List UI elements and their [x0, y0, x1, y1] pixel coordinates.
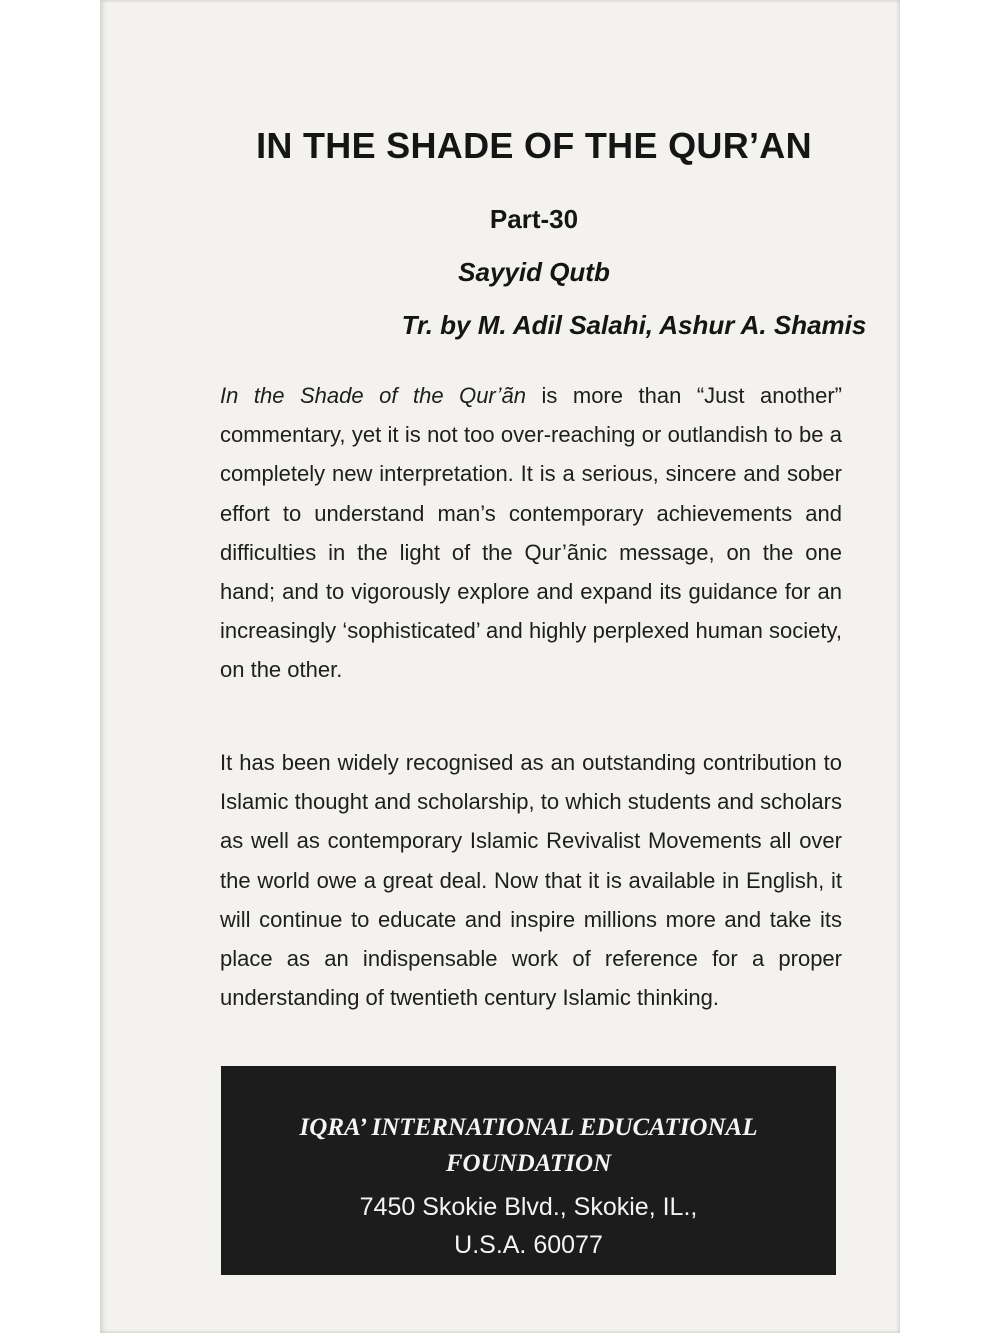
description-paragraph-1 [220, 376, 842, 690]
book-author: Sayyid Qutb [458, 257, 610, 287]
publisher-name-line-1: IQRA’ INTERNATIONAL EDUCATIONAL [299, 1114, 758, 1141]
scan-background [0, 0, 100, 1333]
publisher-address [221, 1188, 836, 1264]
publisher-name [221, 1110, 836, 1182]
description-paragraph-2: It has been widely recognised as an outstanding contribution to Islamic thought and scholarship, to which students and scholars as well as contemporary Islamic Revivalist Movements all over the world owe a great deal. Now that it is available in English, it will continue to educate and inspire millions more and take its place as an indispensable work of reference for a proper understanding of twentieth century Islamic thinking. [220, 750, 842, 1011]
description-paragraph-1-text: is more than “Just another” commentary, yet it is not too over-reaching or outlandish to be a completely new interpretation. It is a serious, sincere and sober effort to understand man’s contemporary achievements and difficulties in the light of the Qur’ãnic message, on the one hand; and to vigorously explore and expand its guidance for an increasingly ‘sophisticated’ and highly perplexed human society, on the other. [220, 383, 842, 683]
publisher-address-line-1: 7450 Skokie Blvd., Skokie, IL., [359, 1193, 698, 1221]
book-title-italic: In the Shade of the Qur’ãn [220, 383, 526, 408]
book-translators: Tr. by M. Adil Salahi, Ashur A. Shamis [401, 310, 867, 340]
book-part: Part-30 [489, 204, 579, 234]
book-title: IN THE SHADE OF THE QUR’AN [256, 125, 812, 166]
publisher-address-line-2: U.S.A. 60077 [454, 1231, 603, 1259]
publisher-box [221, 1066, 836, 1275]
publisher-name-line-2: FOUNDATION [445, 1150, 612, 1177]
